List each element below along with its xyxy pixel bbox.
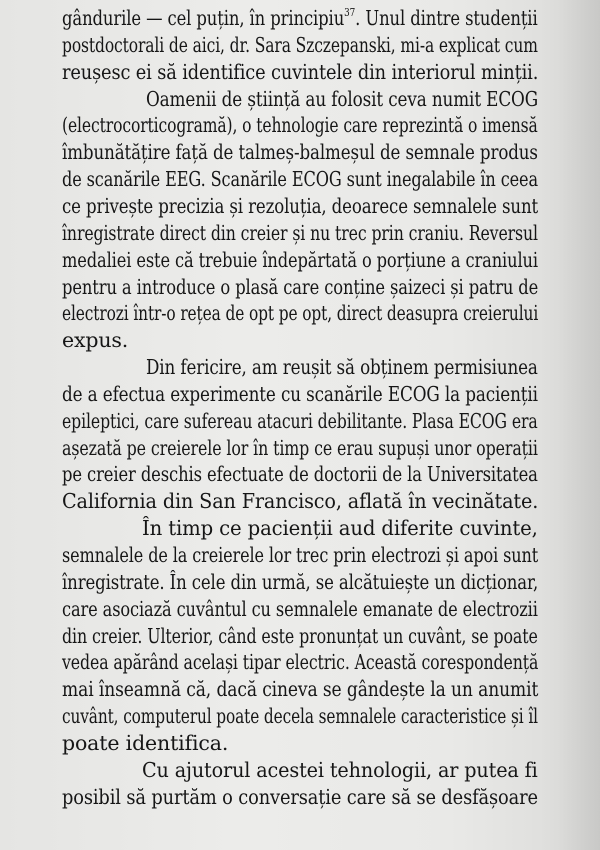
line-text: posibil să purtăm o conversație care să se desfășoare [62,784,538,809]
line-text-continued: . Unul dintre studenții [355,6,538,30]
text-line [62,730,228,756]
line-text: îmbunătățire față de talmeș-balmeșul de semnale produs [62,140,538,165]
text-line [62,59,538,85]
text-line [62,596,538,622]
line-text: Cu ajutorul acestei tehnologii, ar putea fi [142,757,538,782]
line-text: semnalele de la creierele lor trec prin electrozi și apoi sunt [62,543,539,567]
line-text: Din fericire, am reușit să obținem permisiunea [146,355,538,380]
text-line [62,676,538,702]
line-text: California din San Francisco, aflată în vecinătate. [62,489,539,514]
text-line [62,623,538,649]
line-text: de scanările EEG. Scanările ECOG sunt inegalabile în ceea [62,167,538,192]
text-line [62,247,538,273]
line-text: cuvânt, computerul poate decela semnalele caracteristice și îl [62,704,538,729]
text-line [62,274,538,300]
text-line [62,381,538,407]
text-line [62,542,538,568]
text-line [62,408,538,434]
line-text: Oamenii de știință au folosit ceva numit ECOG [146,86,539,111]
text-line [62,784,538,810]
text-line [62,193,538,219]
text-line [62,461,538,487]
line-text: (electrocorticogramă), o tehnologie care reprezintă o imensă [62,113,538,138]
line-text: vedea apărând același tipar electric. Această corespondență [62,650,539,675]
line-text: pe creier deschis efectuate de doctorii de la Universitatea [62,462,538,487]
text-line [62,112,538,138]
text-line [62,300,538,326]
text-line [146,354,538,380]
text-line [62,220,538,246]
line-text: mai înseamnă că, dacă cineva se gândește la un anumit [62,677,539,702]
line-text: ce privește precizia și rezoluția, deoarece semnalele sunt [62,193,539,218]
line-text: În timp ce pacienții aud diferite cuvinte, [142,516,538,541]
line-text: gândurile — cel puțin, în principiu [62,6,345,30]
text-line [62,166,538,192]
text-line [62,649,538,675]
text-line [62,32,538,58]
text-line [62,435,538,461]
text-line [62,139,538,165]
text-line [62,488,538,514]
line-text: înregistrate direct din creier și nu trec prin craniu. Reversul [62,220,538,245]
line-text: expus. [62,328,129,353]
line-text: electrozi într-o rețea de opt pe opt, direct deasupra creierului [62,301,539,326]
footnote-marker: 37 [344,6,356,19]
line-text: poate identifica. [62,730,229,755]
line-text: din creier. Ulterior, când este pronunțat un cuvânt, se poate [62,623,538,648]
text-line [62,703,538,729]
text-line [146,86,538,112]
text-line [142,757,538,783]
text-line [62,327,128,353]
line-text: reușesc ei să identifice cuvintele din interiorul minții. [62,59,539,84]
text-line [142,515,538,541]
line-text: așezată pe creierele lor în timp ce erau supuși unor operații [62,435,538,460]
line-text: medaliei este că trebuie îndepărtată o porțiune a craniului [62,247,538,272]
line-text: de a efectua experimente cu scanările ECOG la pacienții [62,381,538,406]
line-text: înregistrate. În cele din urmă, se alcătuiește un dicționar, [62,569,539,594]
text-line [62,5,538,31]
line-text: pentru a introduce o plasă care conține șaizeci și patru de [62,274,539,299]
line-text: care asociază cuvântul cu semnalele emanate de electrozii [62,596,538,621]
text-line [62,569,538,595]
line-text: postdoctorali de aici, dr. Sara Szczepanski, mi-a explicat cum [62,32,538,57]
line-text: epileptici, care sufereau atacuri debilitante. Plasa ECOG era [62,408,538,433]
page-edge-shadow [540,0,600,850]
